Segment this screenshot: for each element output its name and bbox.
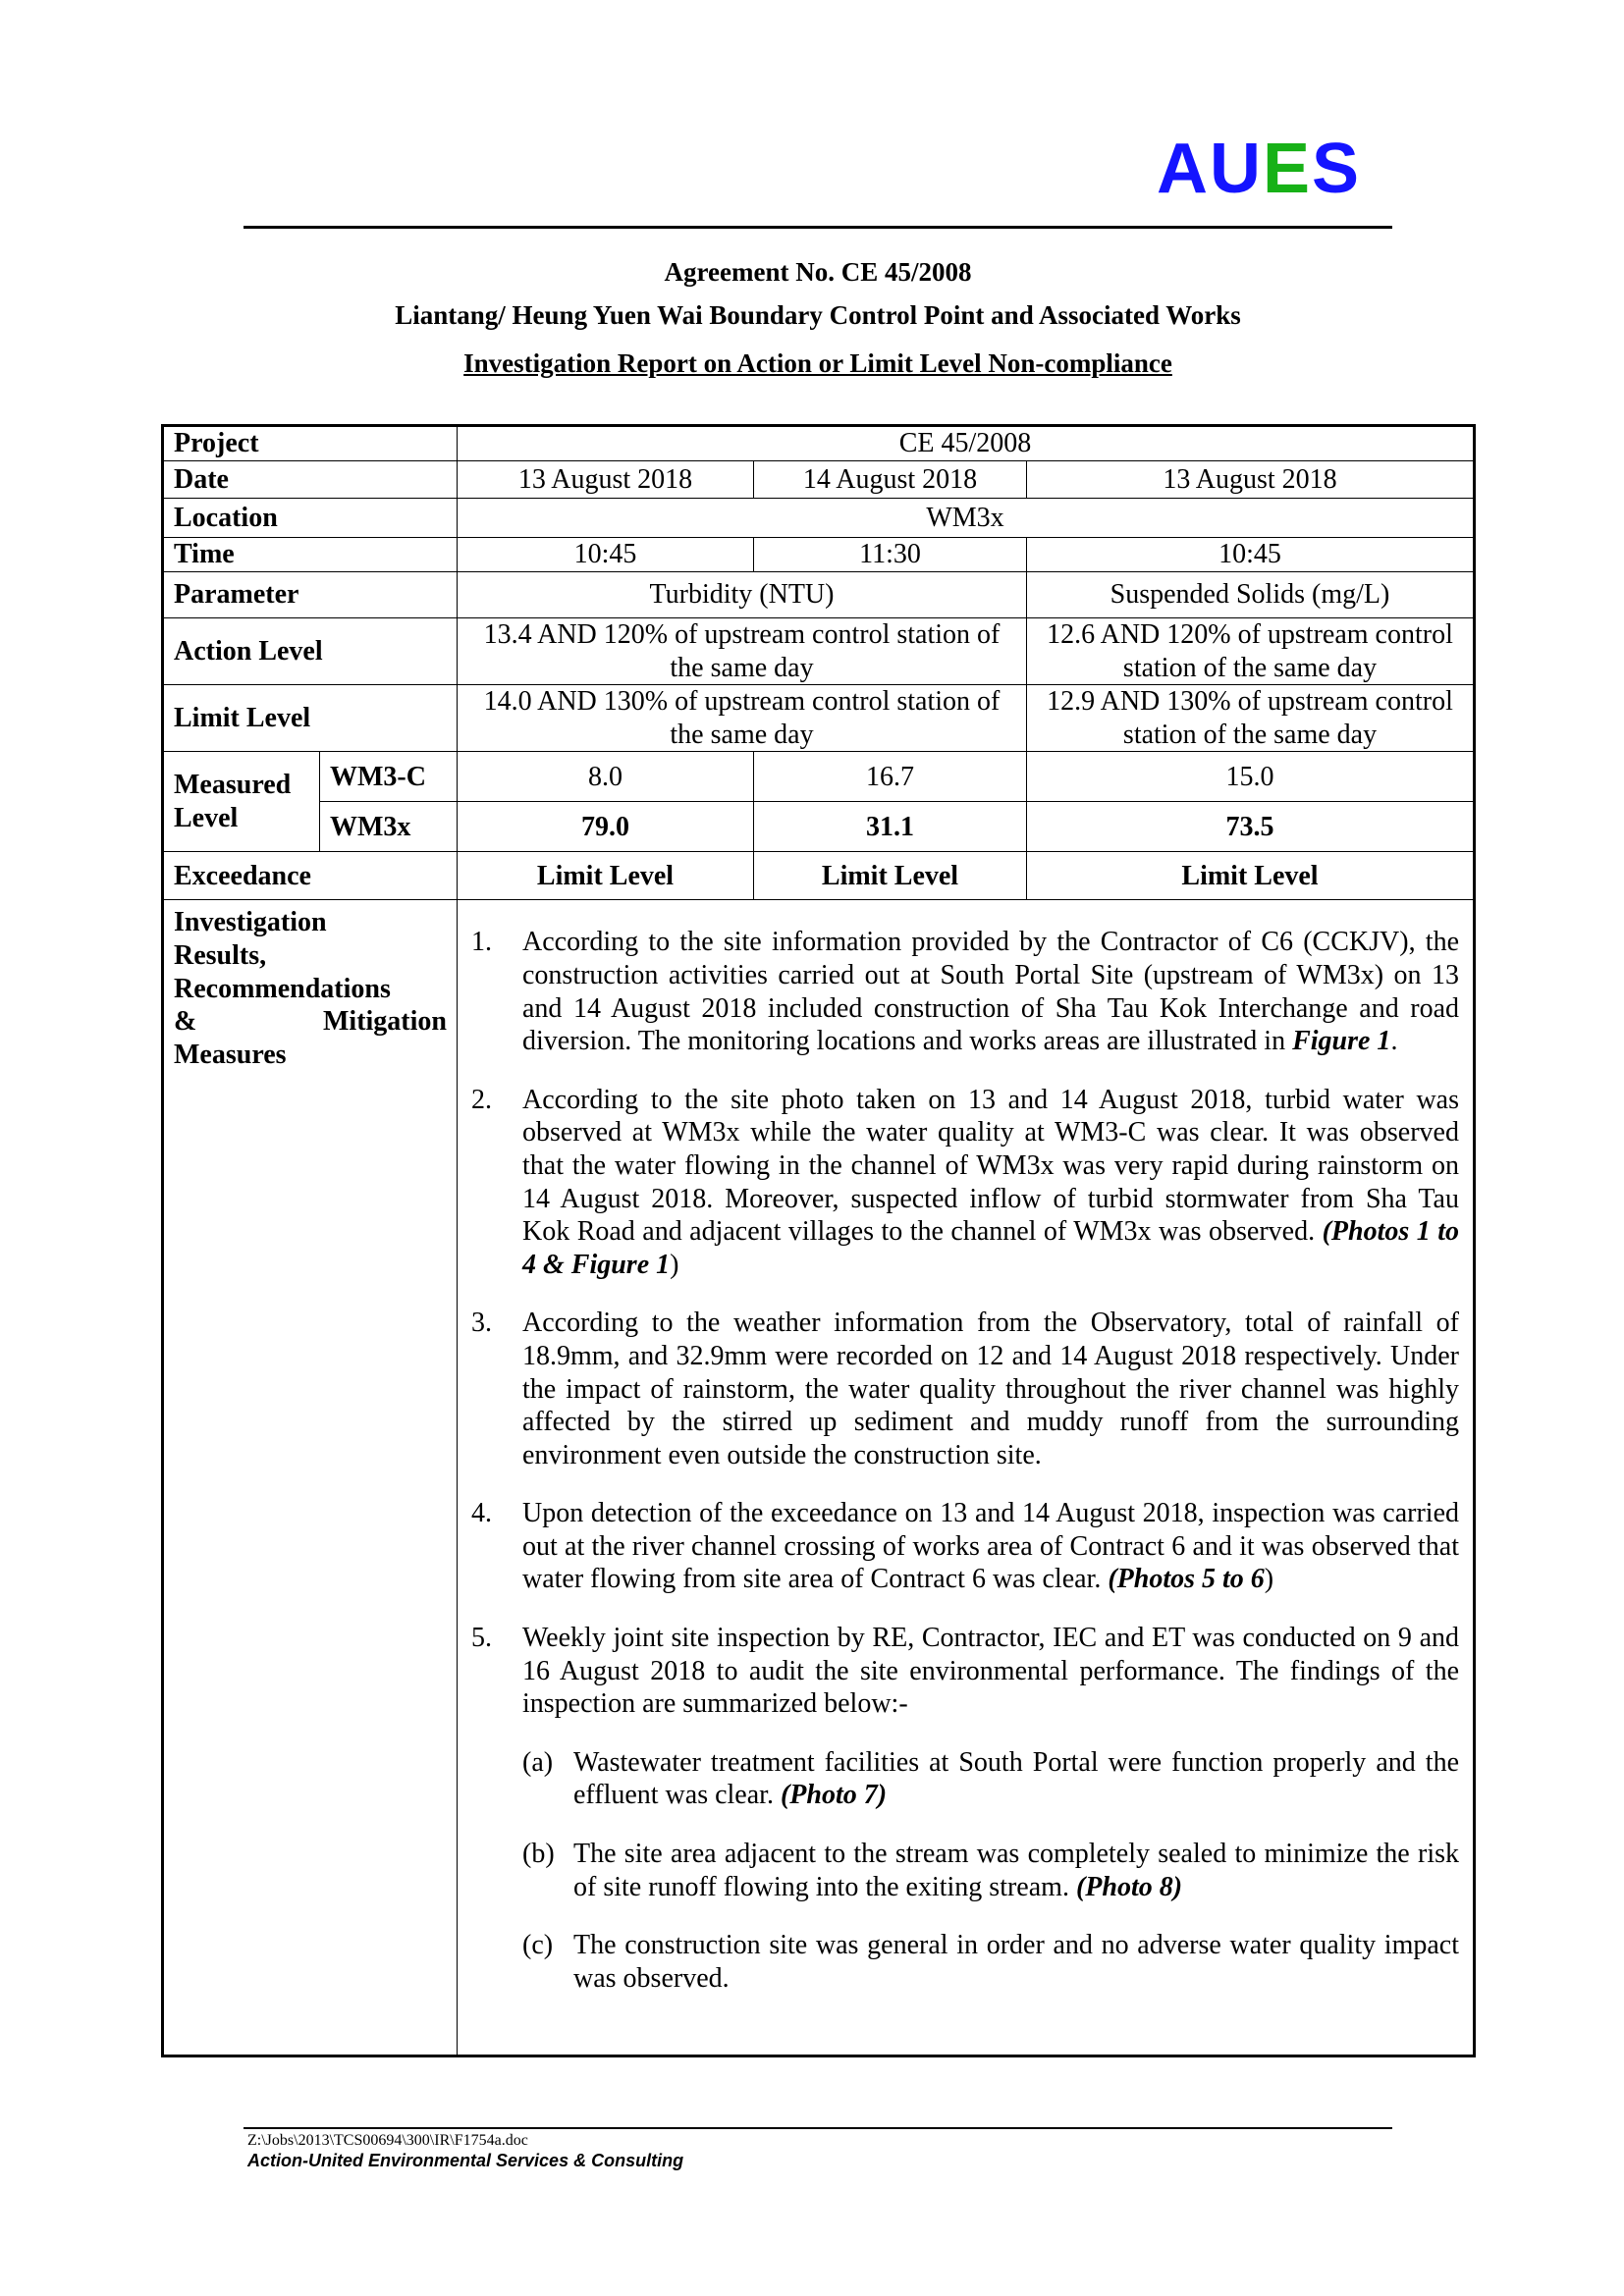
footer-rule <box>244 2127 1392 2129</box>
row-project <box>163 426 1475 461</box>
row-measured-x <box>163 802 1475 852</box>
header-rule <box>244 226 1392 229</box>
parameter-turbidity: Turbidity (NTU) <box>458 572 1027 618</box>
row-measured-c <box>163 752 1475 802</box>
inspection-findings-list <box>522 1746 1459 1996</box>
finding-item: 4. Upon detection of the exceedance on 13 and 14 August 2018, inspection was carried out at the river channel crossing of works area of Contract 6 and it was observed that water flowing from site area of Contract 6 was clear. (Photos 5 to 6) <box>471 1498 1459 1595</box>
photo-reference: (Photo 8) <box>1075 1871 1183 1902</box>
findings-list <box>471 926 1459 1995</box>
action-level-ss: 12.6 AND 120% of upstream control station of the same day <box>1027 618 1475 685</box>
measured-value: 8.0 <box>458 752 754 802</box>
row-action-level <box>163 618 1475 685</box>
finding-item: 2. According to the site photo taken on 13 and 14 August 2018, turbid water was observed at WM3x while the water quality at WM3-C was clear. It was observed that the water flowing in the channel of WM3x was very rapid during rainstorm on 14 August 2018. Moreover, suspected inflow of turbid stormwater from Sha Tau Kok Road and adjacent villages to the channel of WM3x was observed. (Photos 1 to 4 & Figure 1) <box>471 1084 1459 1280</box>
aues-logo: AUES <box>1157 130 1362 208</box>
limit-level-label: Limit Level <box>163 685 458 752</box>
row-time <box>163 538 1475 572</box>
time-value: 11:30 <box>754 538 1027 572</box>
sub-finding-item: (c) The construction site was general in order and no adverse water quality impact was observed. <box>522 1930 1459 1994</box>
project-label: Project <box>163 426 458 461</box>
limit-level-turbidity: 14.0 AND 130% of upstream control station of the same day <box>458 685 1027 752</box>
measured-level-label: Measured Level <box>163 752 320 852</box>
time-value: 10:45 <box>1027 538 1475 572</box>
date-value: 14 August 2018 <box>754 461 1027 499</box>
station-label: WM3-C <box>320 752 458 802</box>
exceedance-value: Limit Level <box>1027 852 1475 900</box>
time-label: Time <box>163 538 458 572</box>
exceedance-label: Exceedance <box>163 852 458 900</box>
investigation-report-table <box>161 424 1476 2057</box>
photo-reference: (Photos 5 to 6 <box>1108 1564 1265 1595</box>
parameter-ss: Suspended Solids (mg/L) <box>1027 572 1475 618</box>
finding-item: 1. According to the site information provided by the Contractor of C6 (CCKJV), the construction activities carried out at South Portal Site (upstream of WM3x) on 13 and 14 August 2018 included construction of Sha Tau Kok Interchange and road diversion. The monitoring locations and works areas are illustrated in Figure 1. <box>471 927 1459 1057</box>
exceedance-value: Limit Level <box>754 852 1027 900</box>
date-value: 13 August 2018 <box>1027 461 1475 499</box>
measured-value: 73.5 <box>1027 802 1475 852</box>
figure-reference: Figure 1 <box>1292 1026 1391 1057</box>
finding-item: 5. Weekly joint site inspection by RE, Contractor, IEC and ET was conducted on 9 and 16 August 2018 to audit the site environmental performance. The findings of the inspection are summarized below:- (a) Wastewater treatment facilities at South Portal were function properly and the effluent was clear. (Photo 7) (b) The site area adjacent to the stream was completely sealed to minimize the risk of site runoff flowing into the exiting stream. (Photo 8) (c) The construction site was general in order and no adverse water quality impact was observed. <box>471 1623 1459 1994</box>
location-value: WM3x <box>458 499 1475 538</box>
time-value: 10:45 <box>458 538 754 572</box>
agreement-title: Agreement No. CE 45/2008 <box>664 257 972 287</box>
station-label: WM3x <box>320 802 458 852</box>
row-limit-level <box>163 685 1475 752</box>
row-date <box>163 461 1475 499</box>
row-exceedance <box>163 852 1475 900</box>
measured-value: 31.1 <box>754 802 1027 852</box>
measured-value: 15.0 <box>1027 752 1475 802</box>
action-level-turbidity: 13.4 AND 120% of upstream control station of the same day <box>458 618 1027 685</box>
photo-reference: (Photo 7) <box>780 1780 888 1811</box>
exceedance-value: Limit Level <box>458 852 754 900</box>
sub-finding-item: (a) Wastewater treatment facilities at South Portal were function properly and the effluent was clear. (Photo 7) <box>522 1746 1459 1811</box>
photo-reference: (Photos 1 to 4 & Figure 1 <box>522 1216 1459 1280</box>
footer-file-path: Z:\Jobs\2013\TCS00694\300\IR\F1754a.doc <box>247 2132 528 2149</box>
measured-value: 16.7 <box>754 752 1027 802</box>
footer-company: Action-United Environmental Services & Consulting <box>247 2151 684 2170</box>
sub-finding-item: (b) The site area adjacent to the stream was completely sealed to minimize the risk of site runoff flowing into the exiting stream. (Photo 8) <box>522 1839 1459 1902</box>
project-title: Liantang/ Heung Yuen Wai Boundary Control Point and Associated Works <box>395 300 1241 330</box>
date-value: 13 August 2018 <box>458 461 754 499</box>
investigation-body <box>458 900 1475 2056</box>
action-level-label: Action Level <box>163 618 458 685</box>
row-investigation <box>163 900 1475 2056</box>
parameter-label: Parameter <box>163 572 458 618</box>
limit-level-ss: 12.9 AND 130% of upstream control station of the same day <box>1027 685 1475 752</box>
date-label: Date <box>163 461 458 499</box>
finding-item: 3. According to the weather information from the Observatory, total of rainfall of 18.9mm, and 32.9mm were recorded on 12 and 14 August 2018 respectively. Under the impact of rainstorm, the water quality throughout the river channel was highly affected by the stirred up sediment and muddy runoff from the surrounding environment even outside the construction site. <box>471 1308 1459 1470</box>
measured-value: 79.0 <box>458 802 754 852</box>
row-parameter <box>163 572 1475 618</box>
row-location <box>163 499 1475 538</box>
location-label: Location <box>163 499 458 538</box>
project-value: CE 45/2008 <box>458 426 1475 461</box>
report-title: Investigation Report on Action or Limit Level Non-compliance <box>463 348 1172 378</box>
investigation-label: Investigation Results, Recommendations & Mitigation Measures <box>163 900 458 2056</box>
